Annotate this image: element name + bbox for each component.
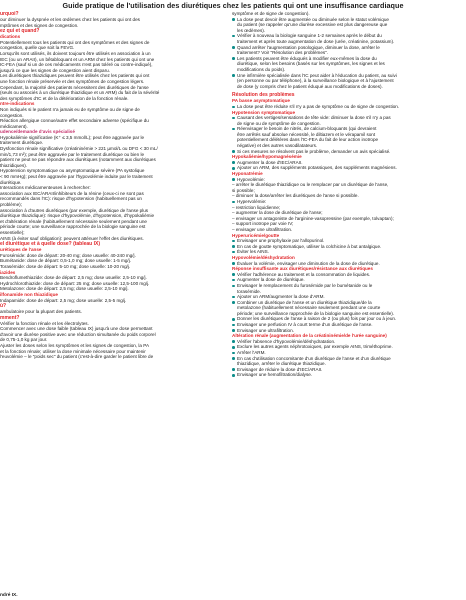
bullet-line: potentiellement délétères dans l'IC-FEA du fait de leur action inotrope [237,137,379,143]
bullet-dot-icon [232,240,235,243]
bullet-item [232,56,464,73]
text-line: Hypotension symptomatique ou asymptomatique sévère (PA systolique [0,168,145,174]
text-line: Indapamide: dose de départ: 2,5 mg; dose usuelle: 2,5-5 mg/j. [0,297,127,303]
bullet-item [232,328,464,334]
text-line: médicament). [0,123,28,129]
bullet-line: traitement? Voir "Résolution des problèmes". [237,50,329,56]
subsection-heading: ntre-indications [0,101,35,107]
bullet-line: Augmenter la dose de diurétique. [237,277,305,283]
bullet-item [232,177,464,183]
bullet-dot-icon [232,368,235,371]
text-line: our diminuer la dyspnée et les œdèmes chez les patients qui ont des [0,17,140,22]
bullet-line: Envisager une prophylaxie par l'allopurinol. [237,238,325,244]
bullet-line: Vérifier l'absence d'hypovolémie/déshydratation. [237,338,336,344]
text-line: Les diurétiques thiazidiques peuvent être utilisés chez les patients qui ont [0,73,150,79]
text-line: – arrêter le diurétique thiazidique ou le remplacer par un diurétique de l'anse, [232,182,389,188]
bullet-line: de signe ou de symptôme de congestion. [237,120,321,126]
subsection-heading: ilfonamide non thiazidique [0,291,58,297]
bullet-line: être arrêtés sauf absolue nécessité, le diltiazem et le vérapamil sont [237,131,376,137]
text-line: Torasémide: dose de départ: 5-10 mg; dose usuelle: 10-20 mg/j. [0,263,131,269]
bullet-dot-icon [232,374,235,377]
bullet-dot-icon [232,296,235,299]
bullet-item [232,283,464,294]
text-line: diurétique thiazidique): risque d'hypovolémie, d'hypotension, d'hypokaliémie [0,213,155,219]
text-line: de 0,75-1,0 kg par jour. [0,337,48,343]
bullet-dot-icon [232,201,235,204]
text-line: ambulatoire pour la plupart des patients. [0,309,82,315]
section-heading: el diurétique et à quelle dose? (tableau IX) [0,241,101,248]
bullet-line: Envisager une perfusion IV à court terme d'un diurétique de l'anse. [237,322,373,328]
text-line: une fonction rénale préservée et des symptômes de congestion légers. [0,78,145,84]
bullet-dot-icon [232,167,235,170]
bullet-item [232,300,464,317]
text-line: Réaction allergique connue/autre effet secondaire adverse (spécifique du [0,118,149,124]
bullet-dot-icon [232,178,235,181]
subsection-heading: Hypotension symptomatique [232,109,296,115]
text-line: Hydrochlorothiazide: dose de départ: 25 mg; dose usuelle: 12,5-100 mg/j. [0,280,150,286]
text-line: jusqu'à ce que les signes de congestion aient disparu. [0,67,110,73]
section-heading: mment? [0,314,20,321]
text-line: Bendroflumethiazide: dose de départ: 2,5 mg; dose usuelle: 2,5-10 mg/j. [0,275,147,281]
text-line: Bumétanide: dose de départ: 0,5-1,0 mg; dose usuelle: 1-5 mg/j. [0,258,132,264]
bullet-line: du patient (se rappeler qu'une diurèse excessive est plus dangereuse que [237,22,388,28]
bullet-dot-icon [232,285,235,288]
text-line: période courte; une surveillance rapprochée de la biologie sanguine est [0,224,146,230]
bullet-dot-icon [232,346,235,349]
bullet-line: La dose peut être réduite s'il n'y a pas de symptôme ou de signe de congestion. [237,103,400,109]
bullet-dot-icon [232,117,235,120]
text-line: Furosémide: dose de départ: 20-40 mg; dose usuelle: 40-240 mg/j. [0,252,136,258]
bullet-line: Causant des vertiges/sensations de tête vide: diminuer la dose s'il n'y a pas [237,115,391,121]
bullet-item [232,372,464,378]
bullet-dot-icon [232,161,235,164]
bullet-line: Réenvisager le besoin de nitrés, de calcium-bloquants (qui devraient [237,126,377,132]
bullet-line: Hypovolémie: [237,176,265,182]
text-line: – augmenter la dose de diurétique de l'anse; [232,210,323,216]
bullet-item [232,261,464,267]
bullet-item [232,165,464,171]
subsection-heading: dications [0,34,21,40]
text-line: thiazidiques). [0,162,28,168]
bullet-line: Augmenter la dose d'IEC/ARAII. [237,159,303,165]
bullet-line: Exclure les autres agents néphrotoxiques, par exemple AINS, triméthoprime. [237,344,393,350]
bullet-dot-icon [232,251,235,254]
text-line: des symptômes d'IC et de la détérioration de la fonction rénale. [0,95,129,101]
text-line: Ajuster les doses selon les symptômes et les signes de congestion, la PA [0,343,150,349]
text-line: – diminuer la dose/arrêter les diurétiques de l'anse si possible. [232,193,359,199]
bullet-item [232,249,464,255]
text-line: min/1,73 m²); peut être aggravée par le traitement diurétique ou bien le [0,151,145,157]
bullet-dot-icon [232,273,235,276]
bullet-line: traitement et après toute augmentation de dose (urée, créatinine, potassium). [237,38,395,44]
text-line: l'euvolémie – le "poids sec" du patient (c'est-à-dire garder le patient libre de [0,354,154,360]
text-line: AINS (à éviter sauf obligation): peuvent atténuer l'effet des diurétiques. [0,235,144,241]
text-line: d'avoir une diurèse positive avec une réduction simultanée du poids corporel [0,331,156,337]
section-heading: ez qui et quand? [0,28,40,35]
text-line: IEC (ou un ARAII), un bêtabloquant et un ARM chez les patients qui ont une [0,56,155,62]
bullet-item [232,33,464,44]
bullet-line: torasémide. [237,288,262,294]
text-line: mptômes et des signes de congestion. [0,22,79,28]
subsection-heading: Réponse insuffisante aux diurétiques/résistance aux diurétiques [232,266,373,272]
bullet-line: Vérifier l'adhérence au traitement et la consommation de liquides. [237,271,371,277]
bullet-line: les œdèmes). [237,27,266,33]
text-line: traitement diurétique. [0,140,44,146]
text-line: Lorsqu'ils sont utilisés, ils doivent toujours être utilisés en association à un [0,50,151,56]
bullet-line: Envisager le remplacement du furosémide par le bumétanide ou le [237,282,373,288]
bullet-dot-icon [232,74,235,77]
bullet-dot-icon [232,128,235,131]
bullet-line: Si ces mesures ne résolvent pas le problème, demander un avis spécialisé. [237,148,391,154]
bullet-line: Ajouter un ARM/augmenter la dose d'ARM. [237,294,325,300]
bullet-dot-icon [232,262,235,265]
text-line: – envisager une ultrafiltration. [232,226,293,232]
text-line: et d'altération rénale (habituellement nécessaire seulement pendant une [0,218,147,224]
page-title: Guide pratique de l'utilisation des diurétiques chez les patients qui ont une insuffisance cardiaque [62,1,404,10]
text-line: association aux IEC/ARAII/inhibiteurs de la rénine (ceux-ci ne sont pas [0,190,144,196]
right-column [232,11,464,378]
bullet-dot-icon [232,150,235,153]
bullet-line: Vérifier à nouveau la biologie sanguine 1-2 semaines après le début du [237,33,382,39]
bullet-dot-icon [232,245,235,248]
bullet-line: Hypervolémie: [237,199,267,204]
text-line: Interactions médicamenteuses à rechercher: [0,185,91,191]
bullet-dot-icon [232,18,235,21]
subsection-heading: Altération rénale (augmentation de la créatininémie/de l'urée sanguine) [232,333,387,339]
bullet-item [232,115,464,126]
bullet-item [232,356,464,367]
text-line: < 90 mmHg); peut être aggravée par l'hypovolémie induite par le traitement [0,174,153,180]
bullet-line: Évaluer la volémie, envisager une diminution de la dose de diurétique. [237,260,380,266]
bullet-dot-icon [232,106,235,109]
bullet-dot-icon [232,340,235,343]
text-line: – envisager un antagoniste de l'arginine-vasopressine (par exemple, tolvaptan); [232,215,394,221]
subsection-heading: PA basse asymptomatique [232,98,290,104]
section-heading: Résolution des problèmes [232,92,295,99]
text-line: si possible; [232,187,255,193]
text-line: problème); [0,202,22,207]
bullet-dot-icon [232,357,235,360]
bullet-line: Les patients peuvent être éduqués à modifier eux-mêmes la dose du [237,55,377,61]
text-line: Non indiqués si le patient n'a jamais eu de symptôme ou de signe de [0,106,140,112]
bullet-dot-icon [232,279,235,282]
subsection-heading: Hyperuricémie/goutte [232,232,280,238]
text-line: Vérifier la fonction rénale et les électrolytes. [0,320,89,326]
section-heading: ù? [0,303,7,310]
bullet-dot-icon [232,46,235,49]
bullet-dot-icon [232,352,235,355]
bullet-line: En cas d'utilisation concomitante d'un diurétique de l'anse et d'un diurétique [237,355,391,361]
bullet-line: Quand arrêter l'augmentation posologique, diminuer la dose, arrêter le [237,44,380,50]
caution-heading: udence/demande d'avis spécialisé [0,129,75,135]
text-line: association à d'autres diurétiques (par exemple, diurétique de l'anse plus [0,207,149,213]
bullet-line: La dose peut devoir être augmentée ou diminuée selon le statut volémique [237,16,389,22]
subsection-heading: Hyponatrémie [232,171,263,177]
subsection-heading: iazides [0,269,16,275]
bullet-line: Une infirmière spécialisée dans l'IC peut aider à l'éducation du patient, au suivi [237,72,397,78]
text-line: Dysfonction rénale significative (créatininémie > 221 µmol/L ou DFG < 30 mL/ [0,146,158,152]
text-line: Hypokaliémie significative (K⁺ ≤ 3,5 mmol/L); peut être aggravée par le [0,134,145,140]
bullet-item [232,126,464,148]
text-line: Metolazone: dose de départ: 2,5 mg; dose usuelle: 2,5-10 mg/j. [0,286,129,292]
bullet-line: période; une surveillance rapprochée de la biologie sanguine est essentielle). [237,310,395,316]
bullet-line: Combiner un diurétique de l'anse et un diurétique thiazidique/de la [237,299,372,305]
bullet-item [232,73,464,90]
bullet-line: négative) et des autres vasodilatateurs. [237,143,318,149]
bullet-line: de dose (y compris chez le patient éduqué aux modifications de doses). [237,83,383,89]
subsection-heading: Hypovolémie/déshydratation [232,254,295,260]
section-heading: urquoi? [0,11,19,17]
bullet-line: (en personne ou par téléphone), à la surveillance biologique et à l'ajustement [237,78,394,84]
text-line: essentielle); [0,229,25,235]
bullet-item [232,104,464,110]
bullet-line: Envisager une ultrafiltration. [237,327,294,333]
table-caption-fragment: ndré IX. [0,593,18,598]
bullet-dot-icon [232,329,235,332]
text-line: Commencer avec une dose faible (tableau IX) jusqu'à une dose permettant [0,326,153,332]
bullet-line: metolazone (habituellement nécessaire seulement pendant une courte [237,305,381,311]
bullet-line: modifications du poids). [237,66,286,72]
bullet-line: diurétique, selon les besoins (basés sur les symptômes, les signes et les [237,61,385,67]
text-line: recommandés dans l'IC): risque d'hypotension (habituellement pas un [0,196,142,202]
text-line: – support inotrope par voie IV; [232,221,294,227]
subsection-heading: Hypokaliémie/hypomagnésémie [232,154,302,160]
text-line: Potentiellement tous les patients qui ont des symptômes et des signes de [0,39,150,45]
text-line: et la fonction rénale; utiliser la dose minimale nécessaire pour maintenir [0,348,146,354]
bullet-dot-icon [232,57,235,60]
bullet-line: Donner les diurétiques de l'anse à raison de 2 (ou plus) fois par jour ou à jeun. [237,316,397,322]
bullet-item [232,149,464,155]
bullet-line: Envisager une hemofiltration/dialyse. [237,372,313,378]
text-line: congestion, quelle que soit la FEVG. [0,45,75,51]
bullet-line: Ajouter un ARM, des suppléments potassiques, des suppléments magnésiens. [237,165,397,171]
bullet-line: Arrêter l'ARM. [237,350,266,356]
text-line: IC-FEA (sauf si un de ces médicaments n'est pas toléré ou contre-indiqué), [0,62,153,68]
bullet-line: Envisager de réduire la dose d'IEC/ARAII. [237,366,323,372]
text-line: diurétique. [0,179,22,185]
bullet-item [232,45,464,56]
text-line: patient ne peut ne pas répondre aux diurétiques (notamment aux diurétiques [0,157,156,163]
text-line: symptôme et de signe de congestion). [232,11,310,16]
text-line: – restriction liquidienne; [232,204,281,210]
bullet-dot-icon [232,324,235,327]
bullet-item [232,17,464,34]
bullet-dot-icon [232,301,235,304]
bullet-line: Éviter les AINS. [237,249,269,255]
text-line: (seuls ou associés à un diurétique thiazidique et un ARM) du fait de la sévérité [0,90,160,96]
bullet-item [232,199,464,205]
subsection-heading: urétiques de l'anse [0,247,42,253]
bullet-dot-icon [232,318,235,321]
bullet-dot-icon [232,35,235,38]
left-column [0,11,226,360]
text-line: Cependant, la majorité des patients nécessitent des diurétiques de l'anse [0,84,149,90]
bullet-line: En cas de goutte symptomatique, utiliser la colchicine à but antalgique. [237,243,382,249]
text-line: congestion. [0,112,24,118]
bullet-line: thiazidique, arrêter le diurétique thiazidique. [237,361,326,367]
